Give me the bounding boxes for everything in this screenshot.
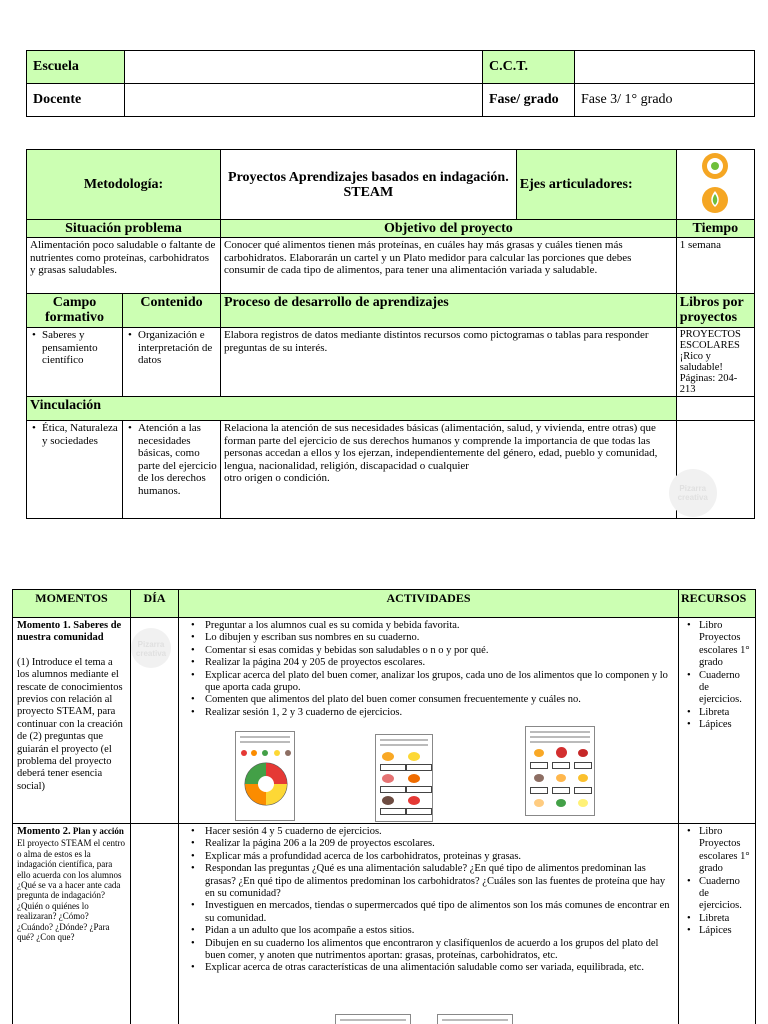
fase-label: Fase/ grado (483, 84, 575, 117)
watermark-logo: Pizarra creativa (131, 628, 171, 668)
activity-item: • Realizar sesión 1, 2 y 3 cuaderno de ejercicios. (205, 707, 674, 719)
col-dia: DÍA (131, 590, 179, 618)
libros-cell (676, 328, 754, 397)
activity-item: • Respondan las preguntas ¿Qué es una alimentación saludable? ¿En qué tipo de alimentos predominan las grasas? ¿En qué tipo de alimentos predominan los carbohidratos? ¿Cuáles son las fuentes de proteína que hay en su comunidad? (205, 863, 674, 900)
resource-item: • Libreta (699, 913, 751, 925)
escuela-field[interactable] (125, 51, 483, 84)
libros-line3: Páginas: 204-213 (679, 373, 738, 395)
vinc-text-2: otro origen o condición. (224, 472, 330, 484)
activity-item: • Pidan a un adulto que los acompañe a estos sitios. (205, 925, 674, 937)
school-info-table (26, 50, 755, 117)
ejes-label: Ejes articuladores: (516, 150, 676, 220)
worksheet-foods-image (525, 726, 595, 816)
proceso-label: Proceso de desarrollo de aprendizajes (221, 294, 677, 328)
activity-item: • Explicar acerca de otras características de una alimentación saludable como ser variada, equilibrada, etc. (205, 962, 674, 974)
activity-item: • Explicar más a profundidad acerca de los carbohidratos, proteinas y grasas. (205, 851, 674, 863)
moment-2-desc: El proyecto STEAM el centro o alma de estos es la indagación científica, para ello acuerda con los alumnos ¿Qué se va a hacer ante cada pregunta de indagación? ¿Quién o quiénes lo realizaran? ¿Cómo? ¿Cuándo? ¿Dónde? ¿Para qué? ¿Con que? (17, 838, 125, 943)
worksheet-thumbnail (335, 1014, 411, 1024)
campo-label: Campo formativo (27, 294, 123, 328)
moment-2-title: Momento 2. (17, 826, 71, 837)
situacion-text: Alimentación poco saludable o faltante de nutrientes como proteínas, carbohidratos y grasas saludables. (27, 238, 221, 294)
resource-item: • Lápices (699, 719, 751, 731)
metodologia-label: Metodología: (27, 150, 221, 220)
activity-item: • Realizar la página 204 y 205 de proyectos escolares. (205, 657, 674, 669)
ejes-logos (676, 150, 754, 220)
activity-item: • Lo dibujen y escriban sus nombres en su cuaderno. (205, 632, 674, 644)
fase-value: Fase 3/ 1° grado (575, 84, 755, 117)
activity-item: • Investiguen en mercados, tiendas o supermercados qué tipo de alimentos son los más comunes de encontrar en su comunidad. (205, 900, 674, 925)
resource-item: • Libro Proyectos escolares 1° grado (699, 826, 751, 876)
leaf-hands-icon (700, 185, 730, 215)
moment-2-subtitle: Plan y acción (72, 826, 124, 836)
resource-item: • Libro Proyectos escolares 1° grado (699, 620, 751, 670)
moment-2-activities (179, 824, 679, 1024)
col-actividades: ACTIVIDADES (179, 590, 679, 618)
worksheet-thumbnail (437, 1014, 513, 1024)
campo-item: • Saberes y pensamiento científico (42, 329, 119, 367)
resource-item: • Cuaderno de ejercicios. (699, 670, 751, 707)
moment-1-cell (13, 618, 131, 824)
cct-field[interactable] (575, 51, 755, 84)
moment-1-activities (179, 618, 679, 824)
activity-item: • Explicar acerca del plato del buen comer, analizar los grupos, cada uno de los alimentos que lo componen y lo que aporta cada grupo. (205, 670, 674, 695)
cct-label: C.C.T. (483, 51, 575, 84)
vinculacion-label: Vinculación (27, 397, 677, 421)
activity-item: • Comenten que alimentos del plato del buen comer consumen frecuentemente y cuáles no. (205, 694, 674, 706)
tiempo-label: Tiempo (676, 220, 754, 238)
col-recursos: RECURSOS (679, 590, 756, 618)
objetivo-label: Objetivo del proyecto (221, 220, 677, 238)
vinc-text-cell (221, 421, 677, 519)
resource-item: • Lápices (699, 925, 751, 937)
plate-icon (244, 762, 288, 806)
activity-item: • Realizar la página 206 a la 209 de proyectos escolares. (205, 838, 674, 850)
vinc-contenido-cell (123, 421, 221, 519)
col-momentos: MOMENTOS (13, 590, 131, 618)
orange-swirl-icon (700, 151, 730, 181)
vinc-text: Relaciona la atención de sus necesidades básicas (alimentación, salud, y vivienda, entre otras) que forman parte del ejercicio de sus derechos humanos y comprende la importancia de que todas las personas accedan a ellos y los ejerzan, independientemente del género, edad, pueblo y comunidad, lengua, nacionalidad, religión, discapacidad o cualquier (224, 422, 658, 472)
proceso-text: Elabora registros de datos mediante distintos recursos como pictogramas o tablas para responder preguntas de su interés. (221, 328, 677, 397)
campo-cell (27, 328, 123, 397)
tiempo-text: 1 semana (676, 238, 754, 294)
docente-field[interactable] (125, 84, 483, 117)
watermark-logo: Pizarra creativa (669, 469, 717, 517)
moment-1-resources (679, 618, 756, 824)
resource-item: • Cuaderno de ejercicios. (699, 876, 751, 913)
moment-1-desc: (1) Introduce el tema a los alumnos mediante el rescate de conocimientos previos con relación al proyecto STEAM, para continuar con la creación de (2) preguntas que guiarán el proyecto (el problema del proyecto deberá tener esencia social) (17, 656, 123, 792)
worksheet-plate-image (235, 731, 295, 821)
activity-item: • Hacer sesión 4 y 5 cuaderno de ejercicios. (205, 826, 674, 838)
libros-label: Libros por proyectos (676, 294, 754, 328)
moment-2-cell (13, 824, 131, 1024)
contenido-item: • Organización e interpretación de datos (138, 329, 217, 367)
contenido-label: Contenido (123, 294, 221, 328)
activity-item: • Dibujen en su cuaderno los alimentos que encontraron y clasifíquenlos de acuerdo a los grupos del plato del buen comer, y anoten que nutrimentos aportan: grasas, proteínas, carbohidratos, etc. (205, 938, 674, 963)
activity-item: • Preguntar a los alumnos cual es su comida y bebida favorita. (205, 620, 674, 632)
activity-item: • Comentar si esas comidas y bebidas son saludables o n o y por qué. (205, 645, 674, 657)
project-table (26, 149, 755, 519)
metodologia-value: Proyectos Aprendizajes basados en indagación. STEAM (221, 150, 517, 220)
moment-1-title: Momento 1. Saberes de nuestra comunidad (17, 620, 122, 644)
docente-label: Docente (27, 84, 125, 117)
libros-line1: PROYECTOS ESCOLARES (679, 329, 741, 351)
situacion-label: Situación problema (27, 220, 221, 238)
moments-table (12, 589, 756, 1024)
worksheet-food-image (375, 734, 433, 822)
vinc-campo-item: • Ética, Naturaleza y sociedades (42, 422, 119, 447)
escuela-label: Escuela (27, 51, 125, 84)
moment-2-resources (679, 824, 756, 1024)
vinc-contenido-item: • Atención a las necesidades básicas, como parte del ejercicio de los derechos humanos. (138, 422, 217, 497)
libros-line2: ¡Rico y saludable! (679, 351, 723, 373)
contenido-cell (123, 328, 221, 397)
objetivo-text: Conocer qué alimentos tienen más proteínas, en cuáles hay más grasas y cuáles tienen más carbohidratos. Elaborarán un cartel y un Plato medidor para calcular las porciones que debes consumir de cada tipo de alimentos, para tener una alimentación variada y saludable. (221, 238, 677, 294)
resource-item: • Libreta (699, 707, 751, 719)
vinc-campo-cell (27, 421, 123, 519)
